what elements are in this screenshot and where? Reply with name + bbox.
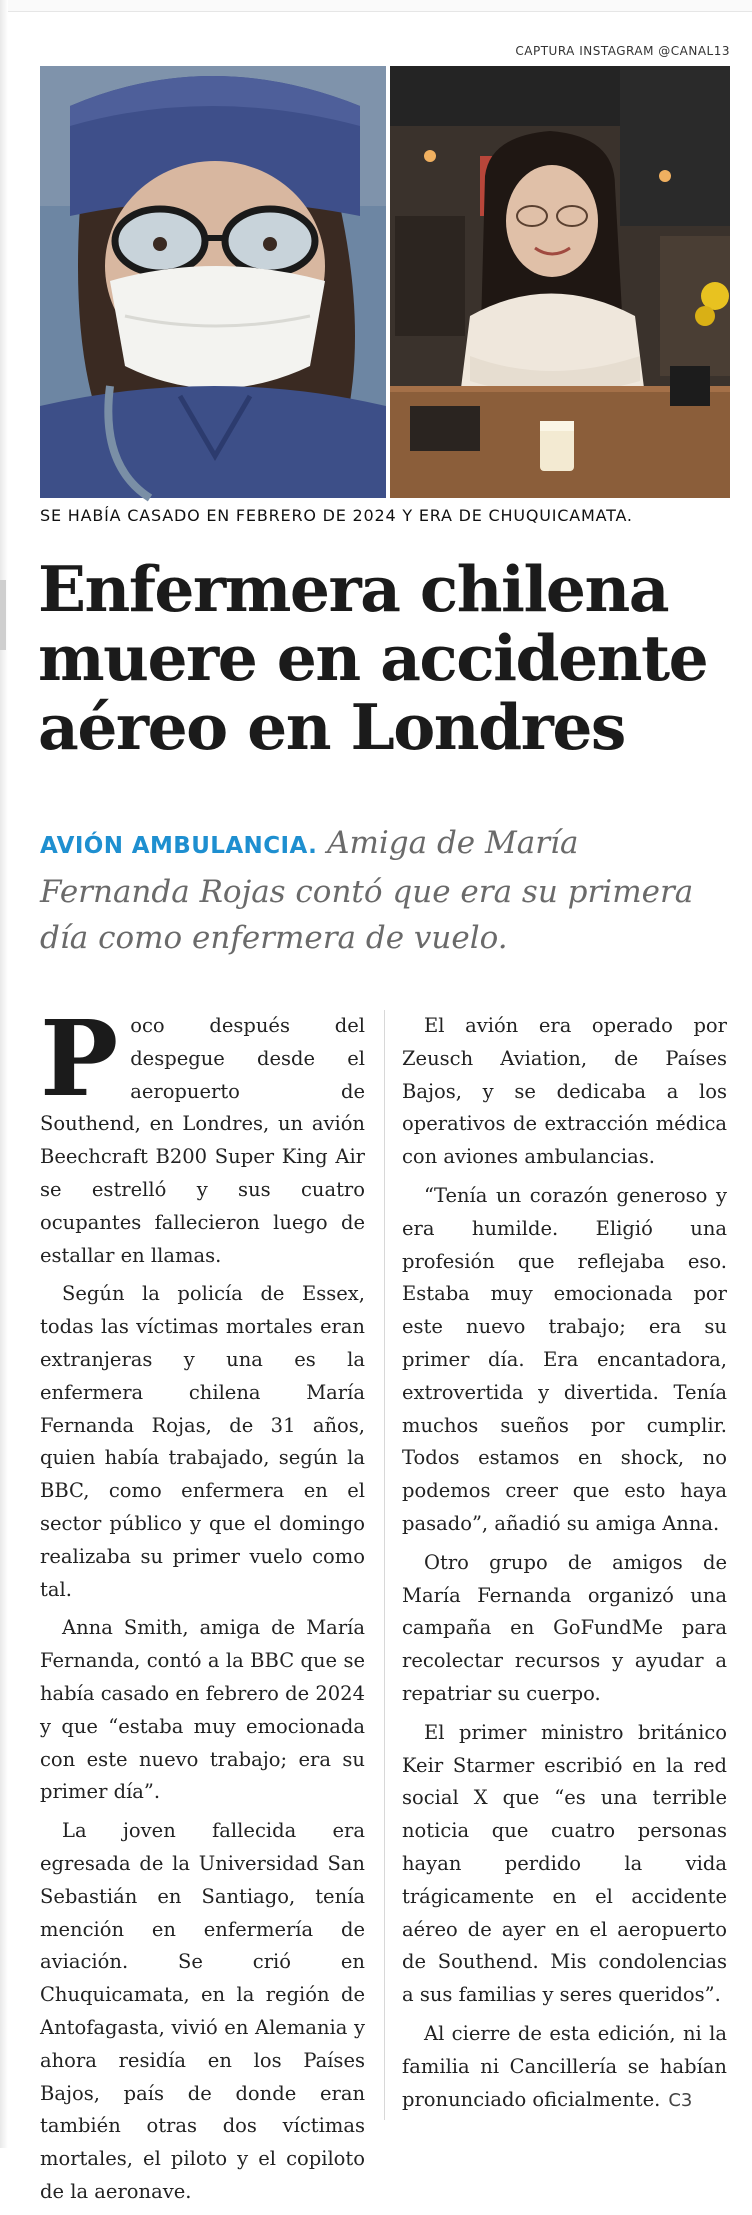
article-paragraph-3: Anna Smith, amiga de María Fernanda, contó a la BBC que se había casado en febrero de 2024 y que “estaba muy emocionada con este nuevo trabajo; era su primer día”. bbox=[40, 1616, 365, 1804]
end-mark: C3 bbox=[668, 2089, 693, 2111]
photo-credit: CAPTURA INSTAGRAM @CANAL13 bbox=[515, 44, 730, 58]
headline-line-2: muere en accidente bbox=[38, 621, 708, 695]
photo-caption: SE HABÍA CASADO EN FEBRERO DE 2024 Y ERA DE CHUQUICAMATA. bbox=[40, 506, 633, 525]
deck-kicker: AVIÓN AMBULANCIA. bbox=[40, 833, 318, 859]
nurse-selfie-photo bbox=[40, 66, 386, 498]
headline-line-1: Enfermera chilena bbox=[38, 552, 669, 626]
page-top-strip bbox=[0, 0, 752, 12]
article-paragraph-1-text: oco después del despegue desde el aeropuerto de Southend, en Londres, un avión Beechcraft B200 Super King Air se estrelló y sus cuatro ocupantes fallecieron luego de estallar en llamas. bbox=[40, 1014, 365, 1267]
page-left-edge bbox=[0, 0, 8, 2148]
column-divider bbox=[384, 1010, 385, 2120]
deck-text: Amiga de María Fernanda Rojas contó que era su primera día como enfermera de vuelo. bbox=[40, 825, 694, 956]
article-column-left bbox=[40, 997, 365, 2215]
article-paragraph-5: El avión era operado por Zeusch Aviation, de Países Bajos, y se dedicaba a los operativos de extracción médica con aviones ambulancias. bbox=[402, 1014, 727, 1169]
article-column-right bbox=[402, 1010, 727, 2123]
drop-cap: P bbox=[40, 997, 119, 1120]
nurse-selfie-illustration bbox=[40, 66, 386, 498]
headline bbox=[38, 552, 738, 764]
restaurant-portrait-illustration bbox=[390, 66, 730, 498]
deck-subheadline bbox=[40, 820, 730, 961]
headline-line-3: aéreo en Londres bbox=[38, 690, 625, 764]
article-paragraph-2: Según la policía de Essex, todas las víctimas mortales eran extranjeras y una es la enfermera chilena María Fernanda Rojas, de 31 años, quien había trabajado, según la BBC, como enfermera en el sector público y que el domingo realizaba su primer vuelo como tal. bbox=[40, 1282, 365, 1601]
article-paragraph-6: “Tenía un corazón generoso y era humilde. Eligió una profesión que reflejaba eso. Estaba muy emocionada por este nuevo trabajo; era su primer día. Era encantadora, extrovertida y divertida. Tenía muchos sueños por cumplir. Todos estamos en shock, no podemos creer que esto haya pasado”, añadió su amiga Anna. bbox=[402, 1183, 727, 1535]
article-paragraph-1 bbox=[40, 997, 365, 1272]
restaurant-portrait-photo bbox=[390, 66, 730, 498]
article-paragraph-4: La joven fallecida era egresada de la Universidad San Sebastián en Santiago, tenía mención en enfermería de aviación. Se crió en Chuquicamata, en la región de Antofagasta, vivió en Alemania y ahora residía en los Países Bajos, país de donde eran también otras dos víctimas mortales, el piloto y el copiloto de la aeronave. bbox=[40, 1819, 365, 2203]
article-paragraph-8: El primer ministro británico Keir Starmer escribió en la red social X que “es una terrible noticia que cuatro personas hayan perdido la vida trágicamente en el accidente aéreo de ayer en el aeropuerto de Southend. Mis condolencias a sus familias y seres queridos”. bbox=[402, 1720, 727, 2007]
adjacent-column-edge bbox=[0, 580, 6, 650]
article-paragraph-9 bbox=[402, 2018, 727, 2117]
article-paragraph-9-text: Al cierre de esta edición, ni la familia ni Cancillería se habían pronunciado oficialmente. bbox=[402, 2021, 727, 2111]
article-paragraph-7: Otro grupo de amigos de María Fernanda organizó una campaña en GoFundMe para recolectar recursos y ayudar a repatriar su cuerpo. bbox=[402, 1550, 727, 1705]
